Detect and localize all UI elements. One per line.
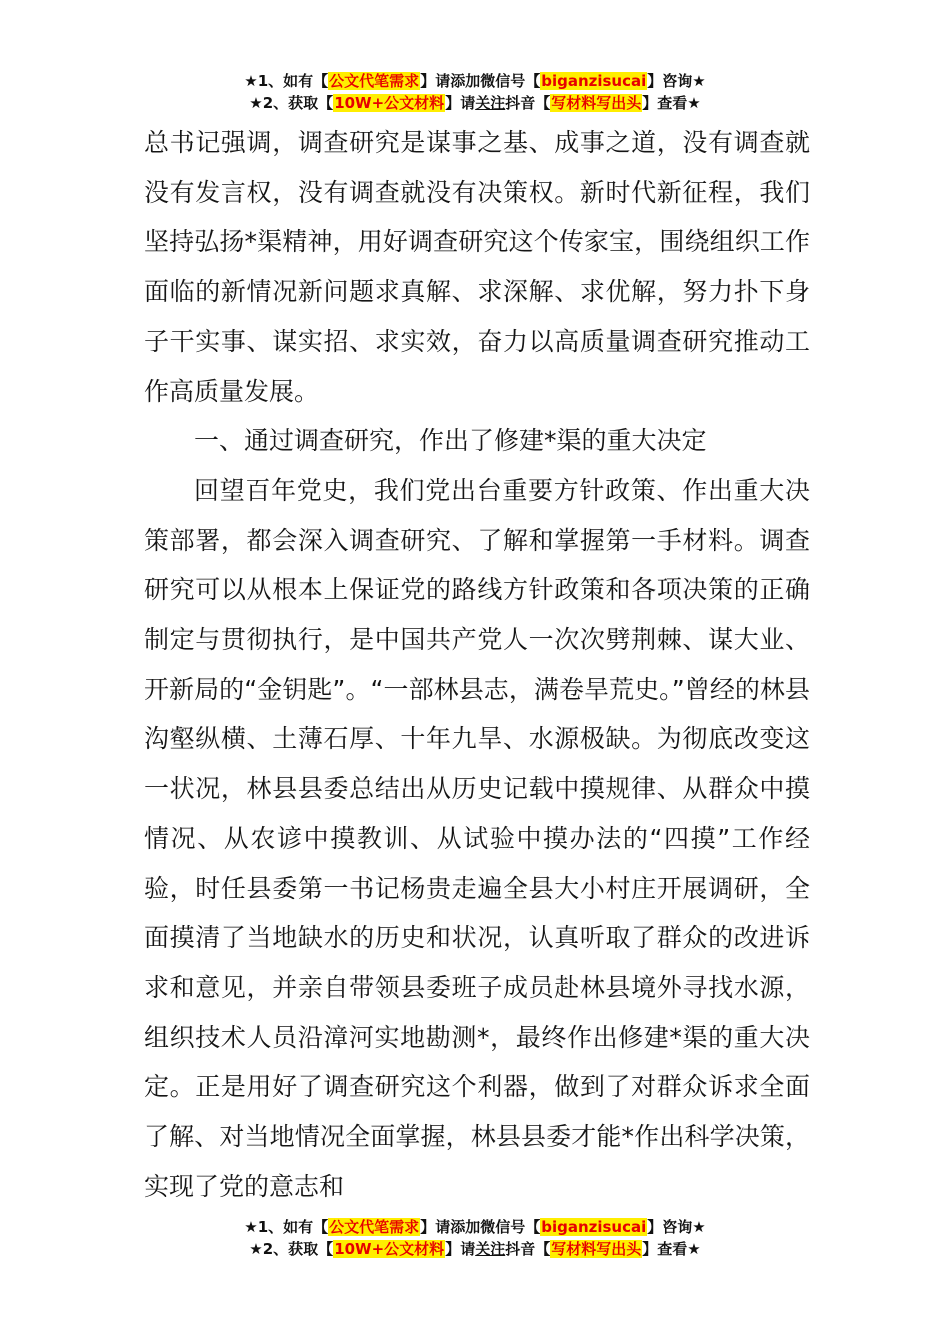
section-heading-1: 一、通过调查研究，作出了修建*渠的重大决定 bbox=[194, 426, 707, 456]
banner-text: 抖音【 bbox=[505, 94, 551, 112]
banner-highlight: 10W+公文材料 bbox=[334, 1240, 445, 1258]
banner-text: ★2、获取【 bbox=[249, 94, 334, 112]
banner-text: ★1、如有【 bbox=[244, 72, 329, 90]
banner-text: 】请 bbox=[445, 94, 476, 112]
banner-highlight: 公文代笔需求 bbox=[329, 72, 420, 90]
banner-text: 】咨询★ bbox=[647, 1218, 706, 1236]
banner-text: 】请 bbox=[445, 1240, 476, 1258]
banner-text: 】咨询★ bbox=[647, 72, 706, 90]
banner-line-1 bbox=[0, 1216, 950, 1238]
banner-highlight-wechat: biganzisucai bbox=[541, 72, 647, 90]
banner-text: ★1、如有【 bbox=[244, 1218, 329, 1236]
banner-line-2 bbox=[0, 1238, 950, 1260]
banner-highlight-douyin: 写材料写出头 bbox=[551, 94, 642, 112]
banner-line-1 bbox=[0, 70, 950, 92]
banner-highlight-wechat: biganzisucai bbox=[541, 1218, 647, 1236]
banner-text: 】请添加微信号【 bbox=[420, 72, 541, 90]
banner-text: 抖音【 bbox=[505, 1240, 551, 1258]
banner-underline: 关注 bbox=[475, 94, 506, 112]
banner-text: ★2、获取【 bbox=[249, 1240, 334, 1258]
header-banner bbox=[0, 70, 950, 114]
paragraph-section-1: 回望百年党史，我们党出台重要方针政策、作出重大决策部署，都会深入调查研究、了解和掌握第一手材料。调查研究可以从根本上保证党的路线方针政策和各项决策的正确制定与贯彻执行，是中国共产党人一次次劈荆棘、谋大业、开新局的“金钥匙”。“一部林县志，满卷旱荒史。”曾经的林县沟壑纵横、土薄石厚、十年九旱、水源极缺。为彻底改变这一状况，林县县委总结出从历史记载中摸规律、从群众中摸情况、从农谚中摸教训、从试验中摸办法的“四摸”工作经验，时任县委第一书记杨贵走遍全县大小村庄开展调研，全面摸清了当地缺水的历史和状况，认真听取了群众的改进诉求和意见，并亲自带领县委班子成员赴林县境外寻找水源，组织技术人员沿漳河实地勘测*，最终作出修建*渠的重大决定。正是用好了调查研究这个利器，做到了对群众诉求全面了解、对当地情况全面掌握，林县县委才能*作出科学决策，实现了党的意志和 bbox=[144, 475, 810, 1201]
paragraph-intro: 总书记强调，调查研究是谋事之基、成事之道，没有调查就没有发言权，没有调查就没有决策权。新时代新征程，我们坚持弘扬*渠精神，用好调查研究这个传家宝，围绕组织工作面临的新情况新问题求真解、求深解、求优解，努力扑下身子干实事、谋实招、求实效，奋力以高质量调查研究推动工作高质量发展。 bbox=[144, 128, 810, 406]
banner-highlight: 公文代笔需求 bbox=[329, 1218, 420, 1236]
footer-banner bbox=[0, 1216, 950, 1260]
document-body bbox=[144, 118, 810, 1211]
banner-highlight: 10W+公文材料 bbox=[334, 94, 445, 112]
banner-underline: 关注 bbox=[475, 1240, 506, 1258]
banner-highlight-douyin: 写材料写出头 bbox=[551, 1240, 642, 1258]
banner-text: 】查看★ bbox=[642, 1240, 701, 1258]
banner-text: 】请添加微信号【 bbox=[420, 1218, 541, 1236]
banner-text: 】查看★ bbox=[642, 94, 701, 112]
banner-line-2 bbox=[0, 92, 950, 114]
